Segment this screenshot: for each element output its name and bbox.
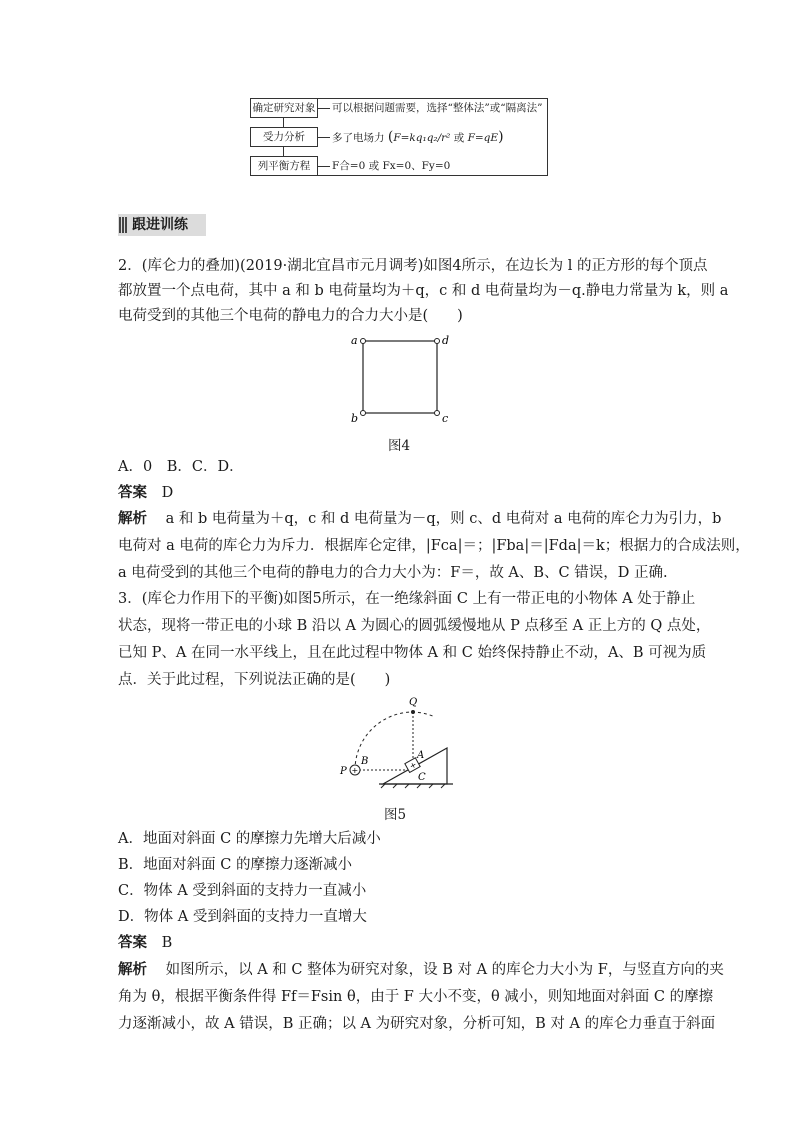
label-a-fig: A [417, 750, 425, 761]
q3-analysis-1 [118, 960, 724, 980]
q3-analysis-2: 角为 θ，根据平衡条件得 Ff＝Fsin θ，由于 F 大小不变，θ 减小，则知地面对斜面 C 的摩擦 [118, 989, 714, 1005]
svg-text:+: + [407, 759, 419, 771]
flow-note-2-prefix: 多了电场力 [332, 132, 385, 144]
flow-note-2: 多了电场力 (F=kq₁q₂/r² 或 F=qE) [332, 129, 504, 145]
flow-arrow-1 [283, 118, 284, 127]
answer-label: 答案 [118, 485, 147, 501]
q3-line-3: 已知 P、A 在同一水平线上，且在此过程中物体 A 和 C 始终保持静止不动，A、B 可视为质 [118, 645, 707, 661]
figure-4-square [345, 330, 455, 426]
q3-line-2: 状态，现将一带正电的小球 B 沿以 A 为圆心的圆弧缓慢地从 P 点移至 A 正上方的 Q 点处， [118, 618, 711, 634]
charge-b [361, 411, 366, 416]
flow-step-1: 确定研究对象 [250, 98, 318, 118]
q3-answer [118, 933, 172, 953]
q2-line-1: 2．(库仑力的叠加)(2019·湖北宜昌市元月调考)如图4所示，在边长为 l 的正方形的每个顶点 [118, 258, 708, 274]
q3-option-a: A．地面对斜面 C 的摩擦力先增大后减小 [118, 831, 381, 847]
answer-value: D [161, 485, 174, 501]
q3-option-b: B．地面对斜面 C 的摩擦力逐渐减小 [118, 857, 352, 873]
flow-note-3: F合=0 或 Fx=0、Fy=0 [332, 160, 451, 172]
label-c: c [442, 412, 449, 425]
figure-4-caption: 图4 [388, 438, 411, 454]
q3-analysis-3: 力逐渐减小，故 A 错误，B 正确；以 A 为研究对象，分析可知，B 对 A 的库仑力垂直于斜面 [118, 1016, 716, 1032]
ball-b-plus: + [351, 766, 359, 775]
q3-analysis-text-1: 如图所示，以 A 和 C 整体为研究对象，设 B 对 A 的库仑力大小为 F，与竖直方向的夹 [165, 962, 724, 978]
figure-5-caption: 图5 [384, 807, 407, 823]
q2-answer [118, 483, 173, 503]
label-q: Q [409, 697, 418, 708]
label-a: a [351, 334, 358, 347]
flow-note-2-or: 或 [453, 132, 465, 144]
flow-connector-3 [318, 166, 330, 167]
q3-line-1: 3．(库仑力作用下的平衡)如图5所示，在一绝缘斜面 C 上有一带正电的小物体 A 处于静止 [118, 591, 696, 607]
charge-d [435, 339, 440, 344]
section-title: 跟进训练 [132, 217, 188, 233]
label-c-fig: C [418, 772, 426, 783]
flow-step-2: 受力分析 [250, 127, 318, 147]
flow-note-1: 可以根据问题需要，选择“整体法”或“隔离法” [332, 102, 543, 114]
q2-analysis-text-1: a 和 b 电荷量为＋q，c 和 d 电荷量为－q，则 c、d 电荷对 a 电荷的库仑力为引力，b [165, 511, 722, 527]
q2-analysis-1 [118, 509, 721, 529]
q2-line-3: 电荷受到的其他三个电荷的静电力的合力大小是( ) [118, 308, 463, 324]
label-b: b [351, 412, 359, 425]
q3-option-d: D．物体 A 受到斜面的支持力一直增大 [118, 909, 367, 925]
electric-force-formula: F=qE [467, 132, 499, 144]
q3-line-4: 点．关于此过程，下列说法正确的是( ) [118, 672, 391, 688]
point-q [411, 710, 415, 714]
figure-5-incline [335, 692, 460, 792]
q2-options: A．0 B．C．D． [118, 459, 244, 475]
q2-analysis-3: a 电荷受到的其他三个电荷的静电力的合力大小为：F＝，故 A、B、C 错误，D 正确. [118, 565, 668, 581]
coulomb-formula: F=kq₁q₂/r² [393, 132, 451, 144]
label-b-fig: B [361, 756, 369, 767]
charge-c [435, 411, 440, 416]
flow-connector-1 [318, 108, 330, 109]
analysis-label: 解析 [118, 511, 147, 527]
label-p: P [340, 766, 347, 777]
q3-answer-label: 答案 [118, 935, 147, 951]
square-outline [363, 341, 437, 413]
flow-connector-2 [318, 137, 330, 138]
charge-a [361, 339, 366, 344]
q2-analysis-2: 电荷对 a 电荷的库仑力为斥力．根据库仑定律，|Fca|＝；|Fba|＝|Fda|＝k；根据力的合成法则， [118, 538, 750, 554]
q3-answer-value: B [161, 935, 173, 951]
flow-arrow-2 [283, 147, 284, 156]
q2-line-2: 都放置一个点电荷，其中 a 和 b 电荷量均为＋q，c 和 d 电荷量均为－q.静电力常量为 k，则 a [118, 283, 729, 299]
q3-option-c: C．物体 A 受到斜面的支持力一直减小 [118, 883, 367, 899]
label-d: d [442, 334, 450, 347]
section-header-mark [119, 217, 127, 233]
q3-analysis-label: 解析 [118, 962, 147, 978]
flow-step-3: 列平衡方程 [250, 156, 318, 176]
